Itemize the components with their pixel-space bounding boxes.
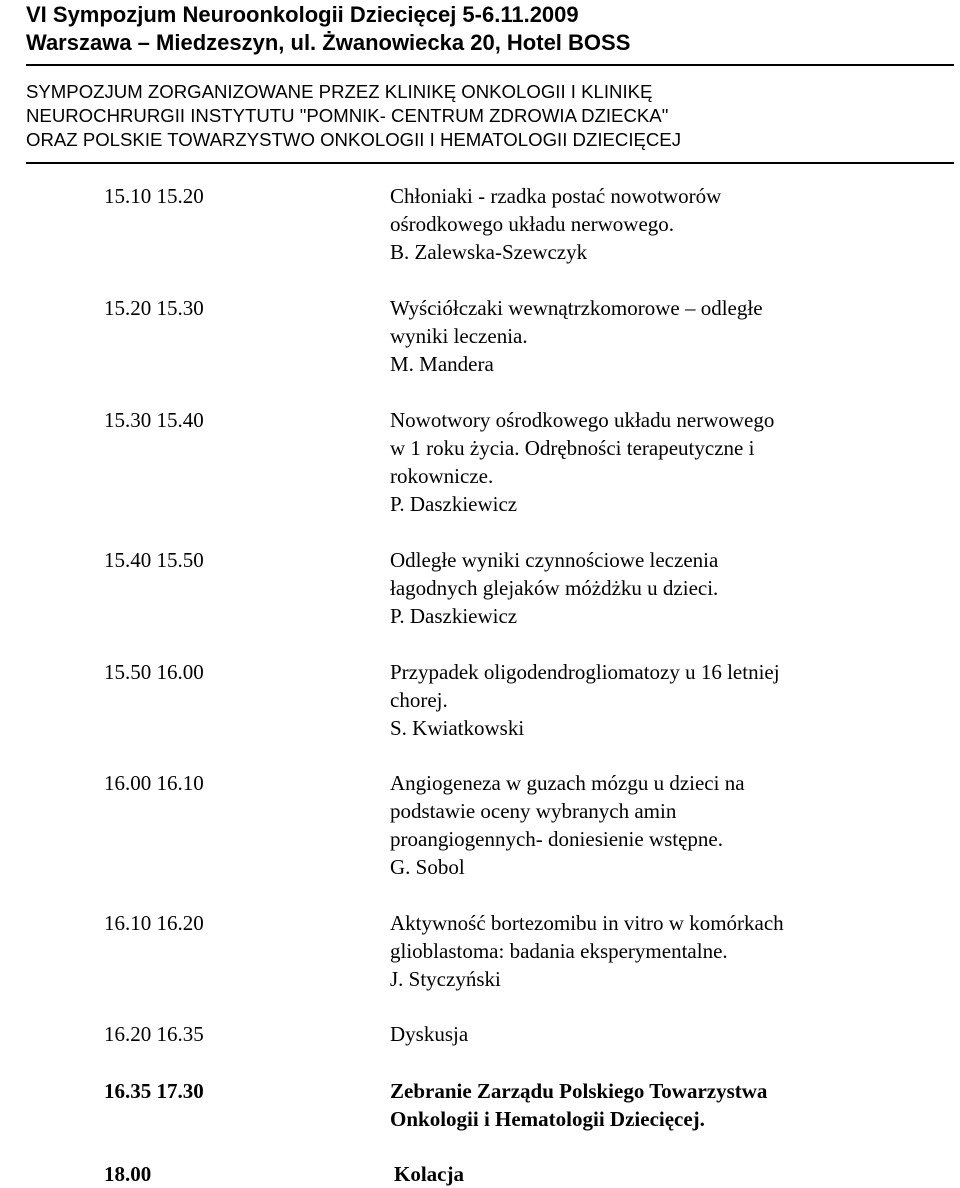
slot-title-line: chorej. xyxy=(390,688,448,712)
slot-time: 16.10 16.20 xyxy=(104,911,204,935)
slot-speaker: G. Sobol xyxy=(390,855,465,879)
slot-speaker: P. Daszkiewicz xyxy=(390,604,518,628)
slot-title-line: proangiogennych- doniesienie wstępne. xyxy=(390,827,723,851)
slot-content xyxy=(390,769,845,881)
slot-content xyxy=(390,1020,845,1048)
symposium-title: VI Sympozjum Neuroonkologii Dziecięcej 5-6.11.2009 xyxy=(26,2,579,27)
slot-title-line: ośrodkowego układu nerwowego. xyxy=(390,212,675,236)
slot-time: 16.35 17.30 xyxy=(104,1079,204,1103)
slot-title-line: Dyskusja xyxy=(390,1022,469,1046)
slot-title-line: glioblastoma: badania eksperymentalne. xyxy=(390,939,728,963)
slot-title-line: Chłoniaki - rzadka postać nowotworów xyxy=(390,184,722,208)
slot-content xyxy=(390,658,845,742)
slot-time: 15.10 15.20 xyxy=(104,184,204,208)
slot-title-line: łagodnych glejaków móżdżku u dzieci. xyxy=(390,576,719,600)
slot-title-line: Wyściółczaki wewnątrzkomorowe – odległe xyxy=(390,296,763,320)
slot-content xyxy=(394,1160,849,1188)
slot-title-line: Odległe wyniki czynnościowe leczenia xyxy=(390,548,719,572)
slot-title-line: wyniki leczenia. xyxy=(390,324,528,348)
slot-content xyxy=(390,406,845,518)
slot-time: 15.50 16.00 xyxy=(104,660,204,684)
slot-title-line: w 1 roku życia. Odrębności terapeutyczne i xyxy=(390,436,755,460)
slot-time: 15.30 15.40 xyxy=(104,408,204,432)
slot-title-line: Aktywność bortezomibu in vitro w komórkach xyxy=(390,911,784,935)
organizers-line: SYMPOZJUM ZORGANIZOWANE PRZEZ KLINIKĘ ONKOLOGII I KLINIKĘ xyxy=(26,81,653,102)
slot-title-line: Przypadek oligodendrogliomatozy u 16 letniej xyxy=(390,660,780,684)
slot-speaker: B. Zalewska-Szewczyk xyxy=(390,240,588,264)
slot-time: 15.40 15.50 xyxy=(104,548,204,572)
slot-title-line: rokownicze. xyxy=(390,464,494,488)
slot-content xyxy=(390,909,845,993)
slot-content xyxy=(390,182,845,266)
slot-time: 16.00 16.10 xyxy=(104,771,204,795)
slot-time: 15.20 15.30 xyxy=(104,296,204,320)
slot-speaker: J. Styczyński xyxy=(390,967,501,991)
slot-time: 16.20 16.35 xyxy=(104,1022,204,1046)
slot-time: 18.00 xyxy=(104,1162,152,1186)
slot-speaker: P. Daszkiewicz xyxy=(390,492,518,516)
slot-content xyxy=(390,546,845,630)
slot-speaker: M. Mandera xyxy=(390,352,494,376)
slot-title-line: Angiogeneza w guzach mózgu u dzieci na xyxy=(390,771,745,795)
slot-speaker: S. Kwiatkowski xyxy=(390,716,525,740)
symposium-venue: Warszawa – Miedzeszyn, ul. Żwanowiecka 20, Hotel BOSS xyxy=(26,30,631,55)
organizers-line: NEUROCHRURGII INSTYTUTU "POMNIK- CENTRUM ZDROWIA DZIECKA" xyxy=(26,105,669,126)
slot-title-line: Onkologii i Hematologii Dziecięcej. xyxy=(390,1107,705,1131)
slot-content xyxy=(390,294,845,378)
slot-title-line: Nowotwory ośrodkowego układu nerwowego xyxy=(390,408,775,432)
slot-content xyxy=(390,1077,845,1133)
organizers-line: ORAZ POLSKIE TOWARZYSTWO ONKOLOGII I HEMATOLOGII DZIECIĘCEJ xyxy=(26,129,682,150)
slot-title-line: Zebranie Zarządu Polskiego Towarzystwa xyxy=(390,1079,768,1103)
slot-title-line: Kolacja xyxy=(394,1162,464,1186)
slot-title-line: podstawie oceny wybranych amin xyxy=(390,799,677,823)
